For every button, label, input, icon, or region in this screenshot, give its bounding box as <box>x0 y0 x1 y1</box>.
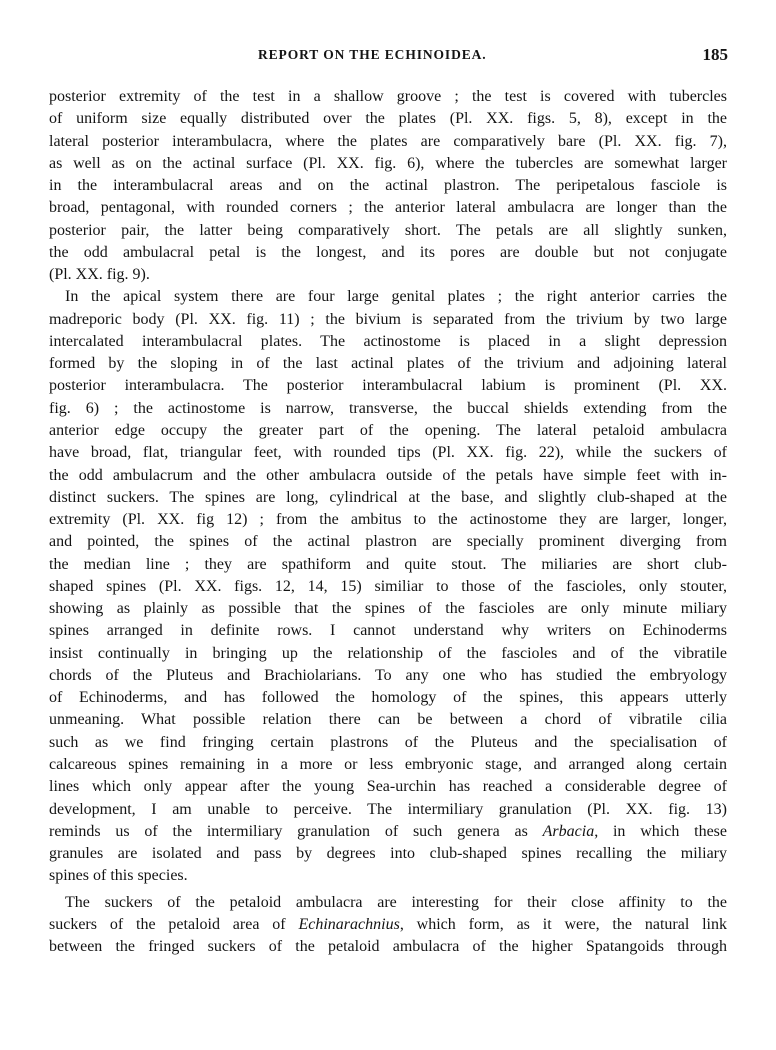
text-line: the odd ambulacral petal is the longest, and its pores are double but not conjugate <box>49 243 727 261</box>
text-line: calcareous spines remaining in a more or less embryonic stage, and arranged along certain <box>49 755 727 773</box>
text-line: In the apical system there are four large genital plates ; the right anterior carries the <box>65 288 727 306</box>
text-line: the median line ; they are spathiform and quite stout. The miliaries are short club- <box>49 555 727 573</box>
text-line: lines which only appear after the young Sea-urchin has reached a considerable degree of <box>49 778 727 796</box>
paragraph <box>49 86 727 286</box>
text-line: showing as plainly as possible that the spines of the fascioles are only minute miliary <box>49 600 727 618</box>
text-line: development, I am unable to perceive. The intermiliary granulation (Pl. XX. fig. 13) <box>49 800 727 818</box>
text-line: madreporic body (Pl. XX. fig. 11) ; the bivium is separated from the trivium by two large <box>49 310 727 328</box>
text-line: spines of this species. <box>49 867 188 885</box>
text-line: intercalated interambulacral plates. The actinostome is placed in a slight depression <box>49 332 727 350</box>
text-line: shaped spines (Pl. XX. figs. 12, 14, 15) similiar to those of the fascioles, only stouter, <box>49 577 727 595</box>
text-line: (Pl. XX. fig. 9). <box>49 266 150 284</box>
text-line: posterior interambulacra. The posterior interambulacral labium is prominent (Pl. XX. <box>49 377 727 395</box>
text-line: insist continually in bringing up the relationship of the fascioles and of the vibratile <box>49 644 727 662</box>
running-title: REPORT ON THE ECHINOIDEA. <box>258 47 487 62</box>
text-line: and pointed, the spines of the actinal plastron are specially prominent diverging from <box>49 533 727 551</box>
text-line: spines arranged in definite rows. I cannot understand why writers on Echinoderms <box>49 622 727 640</box>
text-line: such as we find fringing certain plastrons of the Pluteus and the specialisation of <box>49 733 727 751</box>
text-line: anterior edge occupy the greater part of the opening. The lateral petaloid ambulacra <box>49 421 727 439</box>
text-line: fig. 6) ; the actinostome is narrow, transverse, the buccal shields extending from the <box>49 399 727 417</box>
text-line: the odd ambulacrum and the other ambulacra outside of the petals have simple feet with in- <box>49 466 727 484</box>
page-number: 185 <box>702 45 728 64</box>
paragraph <box>49 892 727 959</box>
text-line: suckers of the petaloid area of Echinarachnius, which form, as it were, the natural link <box>49 915 728 933</box>
text-line: between the fringed suckers of the petaloid ambulacra of the higher Spatangoids through <box>49 938 727 956</box>
genus-name: Echinarachnius <box>298 915 400 933</box>
paragraph <box>49 286 727 887</box>
text-line: formed by the sloping in of the last actinal plates of the trivium and adjoining lateral <box>49 355 727 373</box>
text-line: posterior extremity of the test in a shallow groove ; the test is covered with tubercles <box>49 88 727 105</box>
text-line: lateral posterior interambulacra, where the plates are comparatively bare (Pl. XX. fig. 7), <box>49 132 727 150</box>
text-line: have broad, flat, triangular feet, with rounded tips (Pl. XX. fig. 22), while the suckers of <box>49 444 727 462</box>
text-line: granules are isolated and pass by degrees into club-shaped spines recalling the miliary <box>49 845 727 863</box>
text-line: chords of the Pluteus and Brachiolarians. To any one who has studied the embryology <box>49 666 727 684</box>
text-line: broad, pentagonal, with rounded corners ; the anterior lateral ambulacra are longer than the <box>49 199 727 217</box>
text-line: of Echinoderms, and has followed the homology of the spines, this appears utterly <box>49 689 727 707</box>
running-head <box>258 47 728 67</box>
body-text <box>49 86 727 958</box>
text-line: posterior pair, the latter being comparatively short. The petals are all slightly sunken, <box>49 221 727 239</box>
text-line: of uniform size equally distributed over the plates (Pl. XX. figs. 5, 8), except in the <box>49 110 727 128</box>
text-line: distinct suckers. The spines are long, cylindrical at the base, and slightly club-shaped at the <box>49 488 727 506</box>
text-line: The suckers of the petaloid ambulacra are interesting for their close affinity to the <box>65 893 727 911</box>
text-line: as well as on the actinal surface (Pl. XX. fig. 6), where the tubercles are somewhat larger <box>49 154 727 172</box>
text-line: in the interambulacral areas and on the actinal plastron. The peripetalous fasciole is <box>49 177 727 195</box>
text-line: reminds us of the intermiliary granulation of such genera as Arbacia, in which these <box>49 822 727 840</box>
genus-name: Arbacia <box>542 822 595 840</box>
text-line: extremity (Pl. XX. fig 12) ; from the ambitus to the actinostome they are larger, longer, <box>49 511 727 529</box>
text-line: unmeaning. What possible relation there can be between a chord of vibratile cilia <box>49 711 727 729</box>
